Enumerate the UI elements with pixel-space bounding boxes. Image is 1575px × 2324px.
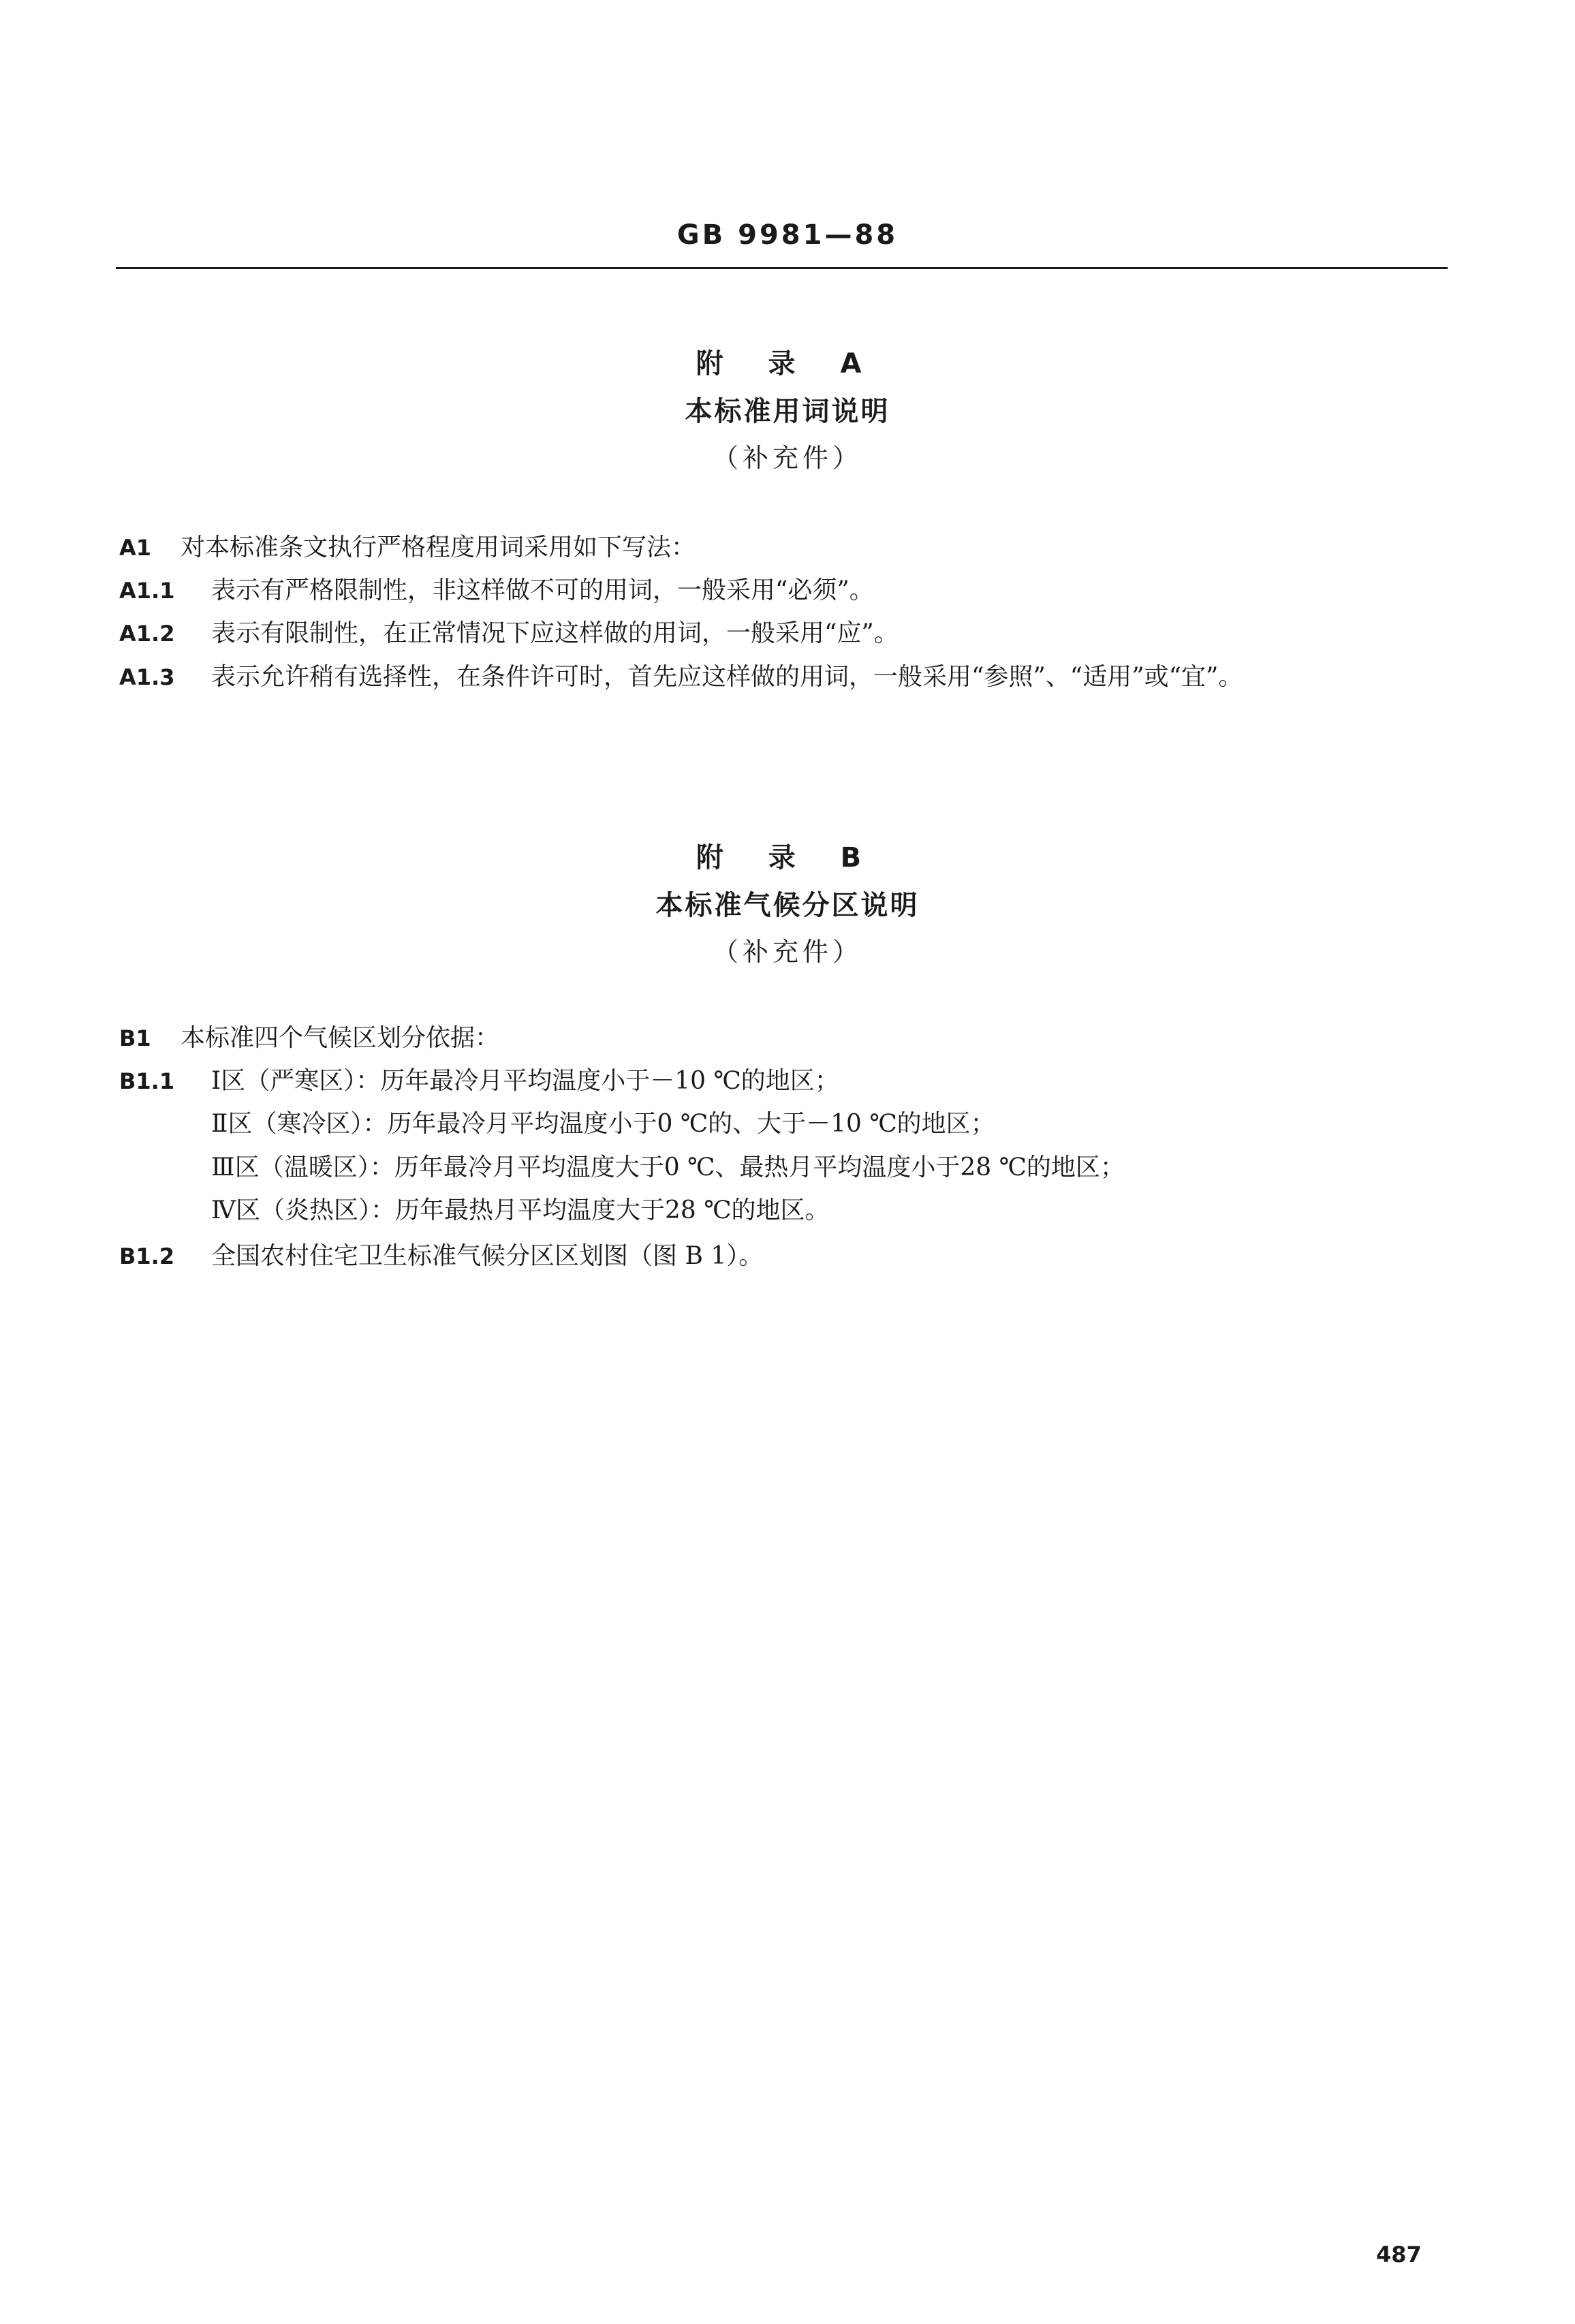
clause-number: B1.1 [119,1068,175,1094]
clause-text: 表示有限制性，在正常情况下应这样做的用词，一般采用“应”。 [211,619,899,647]
clause-text: 对本标准条文执行严格程度用词采用如下写法： [181,533,696,561]
clause-text: 表示有严格限制性，非这样做不可的用词，一般采用“必须”。 [211,576,874,604]
zone-1-text: Ⅰ区（严寒区）：历年最冷月平均温度小于－10 ℃的地区； [211,1067,839,1095]
appendix-b-title-block [0,835,1575,974]
clause-number: A1.1 [119,578,175,604]
clause-number: B1.2 [119,1243,175,1269]
zone-4-text: Ⅳ区（炎热区）：历年最热月平均温度大于28 ℃的地区。 [211,1196,830,1224]
clause-number: B1 [119,1025,151,1051]
clause-a1-2 [119,619,899,649]
clause-b1 [119,1023,499,1053]
zone-3-line [211,1153,1125,1183]
page-number: 487 [1376,2242,1422,2267]
zone-4-line [211,1196,830,1226]
appendix-b-heading: 附 录 B [696,842,879,873]
clause-text: 全国农村住宅卫生标准气候分区区划图（图 B 1）。 [211,1242,764,1270]
clause-a1-3 [119,662,1243,692]
clause-number: A1.2 [119,621,175,647]
appendix-a-title: 本标准用词说明 [685,396,890,427]
appendix-b-note: （补充件） [712,937,862,967]
appendix-b-title: 本标准气候分区说明 [655,890,920,921]
zone-3-text: Ⅲ区（温暖区）：历年最冷月平均温度大于0 ℃、最热月平均温度小于28 ℃的地区； [211,1153,1125,1181]
appendix-a-heading: 附 录 A [696,348,879,379]
clause-b1-1 [119,1066,839,1096]
standard-code: GB 9981—88 [676,219,899,251]
header-divider [116,267,1448,269]
zone-2-line [211,1109,995,1139]
zone-2-text: Ⅱ区（寒冷区）：历年最冷月平均温度小于0 ℃的、大于－10 ℃的地区； [211,1110,995,1138]
clause-b1-2 [119,1241,763,1271]
clause-number: A1 [119,535,152,561]
clause-text: 本标准四个气候区划分依据： [181,1024,500,1052]
clause-a1 [119,533,696,563]
appendix-a-note: （补充件） [712,443,862,473]
clause-text: 表示允许稍有选择性，在条件许可时，首先应这样做的用词，一般采用“参照”、“适用”或“宜”。 [211,663,1243,691]
clause-a1-1 [119,576,874,606]
clause-number: A1.3 [119,664,175,690]
appendix-a-title-block [0,341,1575,480]
